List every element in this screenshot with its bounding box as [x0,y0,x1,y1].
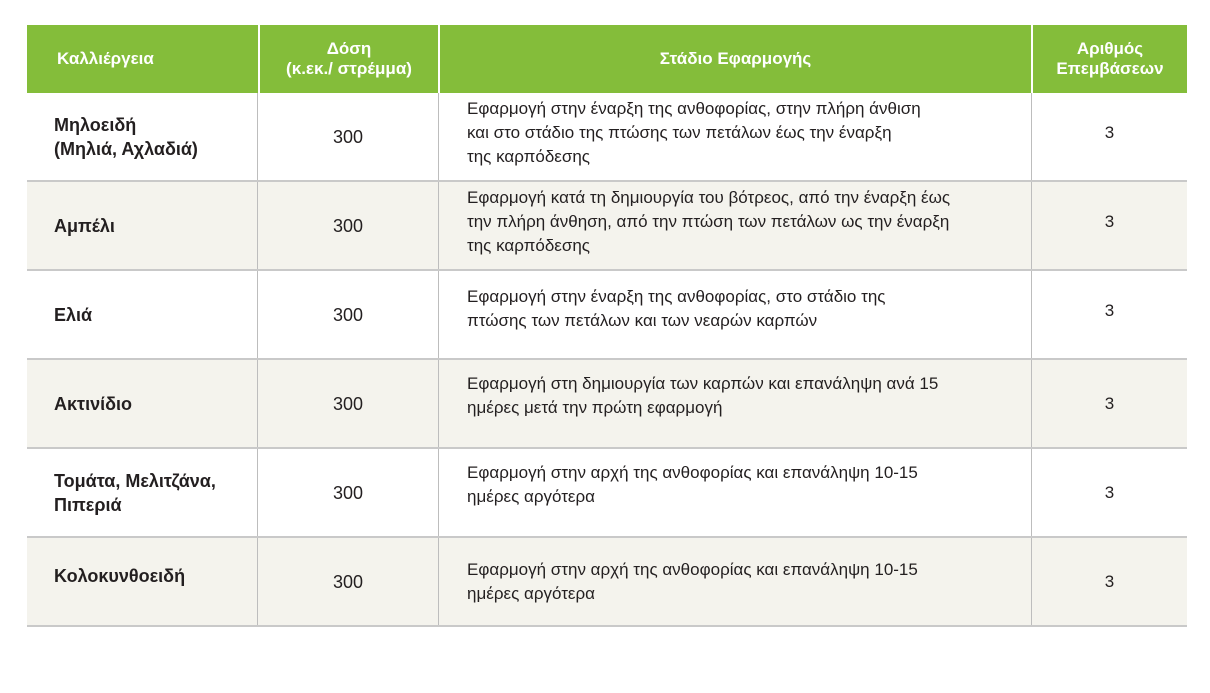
applications-cell [1032,360,1187,447]
dose-value: 300 [332,304,364,325]
dose-value: 300 [332,571,364,592]
dose-cell [258,449,439,536]
dose-value: 300 [332,215,364,236]
stage-line1: Εφαρμογή στη δημιουργία των καρπών και επανάληψη ανά 15 [467,374,939,393]
table-row [27,449,1187,538]
applications-value: 3 [1104,212,1115,231]
applications-cell [1032,449,1187,536]
stage-cell [439,360,1032,447]
stage-line1: Εφαρμογή κατά τη δημιουργία του βότρεος, από την έναρξη έως [467,188,951,207]
stage-line1: Εφαρμογή στην αρχή της ανθοφορίας και επανάληψη 10-15 [467,560,918,579]
header-stage-label: Στάδιο Εφαρμογής [659,49,812,68]
dose-value: 300 [332,393,364,414]
dose-cell [258,93,439,180]
header-dose [260,25,438,93]
crop-name-line1: Ακτινίδιο [54,394,132,414]
applications-value: 3 [1104,571,1115,591]
dose-cell [258,182,439,269]
applications-value: 3 [1104,393,1115,413]
applications-cell [1032,271,1187,358]
applications-value: 3 [1104,482,1115,502]
table-row [27,271,1187,360]
crop-name-line2: Πιπεριά [54,494,122,515]
crop-name-line1: Τομάτα, Μελιτζάνα, [54,470,216,491]
stage-line2: ημέρες αργότερα [467,487,595,506]
header-crop [27,25,258,93]
dose-cell [258,538,439,625]
crop-cell [27,93,258,180]
stage-line3: της καρπόδεσης [467,147,591,166]
header-stage [440,25,1031,93]
stage-line1: Εφαρμογή στην έναρξη της ανθοφορίας, στην πλήρη άνθιση [467,99,921,118]
crop-name-line1: Κολοκυνθοειδή [54,566,186,586]
crop-cell [27,360,258,447]
header-applications [1033,25,1187,93]
crop-name-line1: Αμπέλι [54,215,115,236]
crop-name-line1: Ελιά [54,304,93,325]
applications-cell [1032,93,1187,180]
stage-cell [439,182,1032,269]
stage-line2: ημέρες μετά την πρώτη εφαρμογή [467,398,723,417]
header-apps-line1: Αριθμός [1076,39,1144,58]
dose-cell [258,360,439,447]
crop-cell [27,271,258,358]
crop-cell [27,449,258,536]
stage-line1: Εφαρμογή στην αρχή της ανθοφορίας και επανάληψη 10-15 [467,463,918,482]
applications-cell [1032,182,1187,269]
header-crop-label: Καλλιέργεια [57,49,154,68]
header-apps-line2: Επεμβάσεων [1056,59,1164,78]
stage-cell [439,538,1032,625]
applications-value: 3 [1104,123,1115,142]
stage-line2: πτώσης των πετάλων και των νεαρών καρπών [467,311,818,330]
table-row [27,360,1187,449]
dose-cell [258,271,439,358]
header-dose-line2: (κ.εκ./ στρέμμα) [286,59,412,78]
stage-line1: Εφαρμογή στην έναρξη της ανθοφορίας, στο στάδιο της [467,287,886,306]
table-row [27,538,1187,627]
stage-cell [439,449,1032,536]
stage-line2: την πλήρη άνθηση, από την πτώση των πετάλων ως την έναρξη [467,212,950,231]
crop-name-line2: (Μηλιά, Αχλαδιά) [54,138,198,159]
stage-line3: της καρπόδεσης [467,236,591,255]
dose-value: 300 [332,482,364,503]
dose-value: 300 [332,126,364,147]
header-dose-line1: Δόση [326,39,372,58]
stage-cell [439,93,1032,180]
applications-cell [1032,538,1187,625]
table-row [27,182,1187,271]
crop-name-line1: Μηλοειδή [54,114,137,135]
stage-line2: και στο στάδιο της πτώσης των πετάλων έως την έναρξη [467,123,892,142]
application-table [27,25,1187,627]
table-header-row [27,25,1187,93]
applications-value: 3 [1104,301,1115,320]
stage-cell [439,271,1032,358]
crop-cell [27,182,258,269]
table-row [27,93,1187,182]
crop-cell [27,538,258,625]
stage-line2: ημέρες αργότερα [467,584,595,603]
